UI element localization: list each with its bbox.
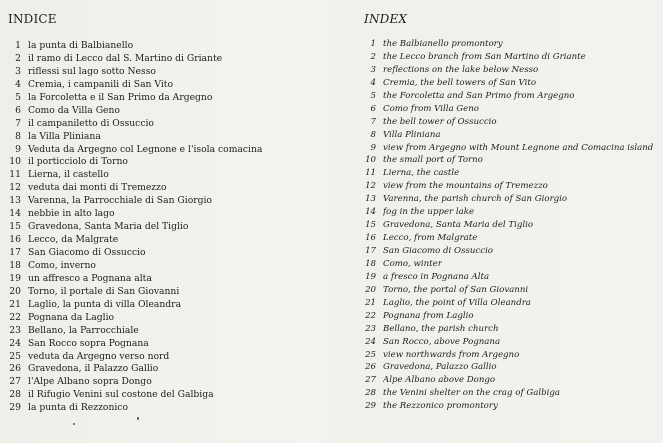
entry-number: 13	[9, 195, 21, 207]
english-index-entry	[364, 167, 660, 180]
italian-index-entry	[8, 40, 338, 53]
entry-number: 29	[365, 401, 376, 412]
entry-number: 4	[15, 78, 21, 90]
italian-index-entry	[8, 182, 338, 195]
entry-number: 8	[370, 129, 376, 140]
entry-title: Cremia, i campanili di San Vito	[28, 78, 174, 90]
entry-title: San Giacomo di Ossuccio	[28, 247, 146, 258]
italian-index-entry	[8, 156, 338, 169]
italian-index-entry	[8, 208, 338, 221]
english-index-entry	[364, 129, 660, 142]
entry-title: Como from Villa Geno	[383, 103, 479, 114]
entry-number: 11	[9, 169, 21, 181]
entry-number: 1	[15, 40, 21, 51]
entry-title: view from Argegno with Mount Legnone and Comacina island	[383, 142, 654, 153]
english-index-entry	[364, 271, 660, 284]
italian-index-entry	[8, 363, 338, 376]
entry-number: 12	[365, 181, 376, 192]
entry-title: l'Alpe Albano sopra Dongo	[28, 376, 152, 388]
english-index-entry	[364, 245, 660, 258]
entry-title: Gravedona, Palazzo Gallio	[383, 362, 497, 373]
italian-index-entry	[8, 53, 338, 66]
italian-index-entry	[8, 66, 338, 79]
english-index-entry	[364, 116, 660, 129]
entry-title: Torno, the portal of San Giovanni	[383, 284, 529, 295]
entry-number: 17	[9, 247, 21, 258]
italian-index-entry	[8, 312, 338, 325]
italian-index-entry	[8, 325, 338, 338]
italian-index-entry	[8, 92, 338, 105]
italian-index-entry	[8, 79, 338, 92]
italian-index-entry	[8, 234, 338, 247]
entry-number: 13	[365, 194, 376, 205]
italian-index-entry	[8, 144, 338, 157]
entry-title: San Rocco, above Pognana	[383, 336, 501, 347]
entry-title: Varenna, the parish church of San Giorgio	[383, 194, 568, 205]
entry-title: Bellano, la Parrocchiale	[28, 324, 139, 336]
entry-number: 1	[370, 39, 376, 49]
entry-title: reflections on the lake below Nesso	[383, 64, 539, 75]
entry-title: Lierna, il castello	[28, 169, 109, 181]
entry-title: il campaniletto di Ossuccio	[28, 117, 154, 129]
entry-title: the Venini shelter on the crag of Galbiga	[383, 388, 560, 399]
entry-number: 5	[15, 91, 21, 103]
english-index-entry	[364, 38, 660, 51]
entry-number: 5	[370, 90, 376, 101]
entry-number: 9	[370, 142, 376, 153]
entry-title: Laglio, the point of Villa Oleandra	[383, 297, 531, 308]
entry-number: 23	[365, 323, 376, 334]
english-index-list	[364, 38, 660, 413]
entry-title: Villa Pliniana	[383, 129, 441, 140]
english-index-entry	[364, 361, 660, 374]
entry-number: 25	[9, 350, 21, 362]
entry-title: la Forcoletta e il San Primo da Argegno	[28, 91, 213, 103]
english-index-entry	[364, 284, 660, 297]
entry-number: 20	[365, 284, 376, 295]
entry-number: 7	[15, 117, 21, 129]
entry-title: Bellano, the parish church	[383, 323, 499, 334]
entry-number: 16	[9, 234, 21, 246]
entry-number: 14	[9, 208, 21, 220]
entry-number: 2	[15, 52, 21, 64]
entry-title: Gravedona, Santa Maria del Tiglio	[28, 221, 189, 233]
entry-title: Veduta da Argegno col Legnone e l'isola comacina	[28, 143, 263, 155]
entry-number: 4	[370, 77, 376, 88]
entry-title: Como, inverno	[28, 259, 96, 271]
entry-title: the bell tower of Ossuccio	[383, 116, 497, 127]
entry-title: veduta dai monti di Tremezzo	[28, 182, 167, 194]
english-index-entry	[364, 232, 660, 245]
english-index-entry	[364, 297, 660, 310]
italian-index-list	[8, 40, 338, 415]
entry-title: San Giacomo di Ossuccio	[383, 246, 493, 256]
italian-index-entry	[8, 273, 338, 286]
english-index-column	[364, 12, 660, 413]
italian-index-entry	[8, 260, 338, 273]
entry-number: 28	[365, 388, 376, 399]
english-index-entry	[364, 258, 660, 271]
english-index-entry	[364, 103, 660, 116]
entry-number: 7	[370, 116, 376, 127]
italian-index-entry	[8, 247, 338, 260]
entry-title: view northwards from Argegno	[383, 349, 520, 360]
entry-number: 24	[365, 336, 376, 347]
english-index-entry	[364, 64, 660, 77]
english-index-entry	[364, 90, 660, 103]
entry-number: 25	[365, 349, 376, 360]
entry-number: 9	[15, 143, 21, 155]
entry-number: 10	[9, 156, 21, 168]
english-index-entry	[364, 51, 660, 64]
entry-title: un affresco a Pognana alta	[28, 272, 152, 284]
italian-index-entry	[8, 221, 338, 234]
english-index-entry	[364, 387, 660, 400]
entry-number: 21	[9, 298, 21, 310]
entry-number: 27	[365, 375, 376, 386]
entry-number: 12	[9, 182, 21, 194]
english-index-entry	[364, 206, 660, 219]
entry-number: 22	[365, 310, 376, 321]
english-index-entry	[364, 180, 660, 193]
entry-title: view from the mountains of Tremezzo	[383, 181, 548, 192]
english-index-entry	[364, 142, 660, 155]
entry-title: Pognana da Laglio	[28, 311, 115, 323]
entry-number: 20	[9, 285, 21, 297]
italian-index-entry	[8, 195, 338, 208]
entry-title: the Lecco branch from San Martino di Griante	[383, 51, 586, 62]
english-index-entry	[364, 323, 660, 336]
entry-title: Alpe Albano above Dongo	[383, 375, 496, 386]
english-index-entry	[364, 219, 660, 232]
entry-number: 29	[9, 402, 21, 414]
entry-title: la punta di Balbianello	[28, 40, 134, 51]
entry-title: Torno, il portale di San Giovanni	[28, 285, 180, 297]
entry-title: the Forcoletta and San Primo from Argegno	[383, 90, 575, 101]
entry-number: 2	[370, 51, 376, 62]
entry-title: il ramo di Lecco dal S. Martino di Griante	[28, 52, 223, 64]
english-index-entry	[364, 400, 660, 413]
entry-title: riflessi sul lago sotto Nesso	[28, 65, 156, 77]
entry-number: 28	[9, 389, 21, 401]
entry-number: 10	[365, 155, 376, 166]
entry-title: Pognana from Laglio	[383, 310, 474, 321]
english-index-entry	[364, 77, 660, 90]
entry-title: the small port of Torno	[383, 155, 483, 166]
entry-number: 18	[9, 259, 21, 271]
entry-title: la Villa Pliniana	[28, 130, 101, 142]
entry-number: 11	[365, 168, 376, 179]
entry-title: Varenna, la Parrocchiale di San Giorgio	[28, 195, 212, 207]
entry-number: 18	[365, 258, 376, 269]
english-index-entry	[364, 336, 660, 349]
entry-title: a fresco in Pognana Alta	[383, 271, 490, 282]
english-index-entry	[364, 154, 660, 167]
entry-number: 24	[9, 337, 21, 349]
entry-number: 8	[15, 130, 21, 142]
italian-index-entry	[8, 105, 338, 118]
entry-title: Laglio, la punta di villa Oleandra	[28, 298, 182, 310]
entry-number: 19	[365, 271, 376, 282]
entry-title: Gravedona, Santa Maria del Tiglio	[383, 220, 534, 231]
entry-number: 16	[365, 233, 376, 244]
italian-index-entry	[8, 118, 338, 131]
italian-index-entry	[8, 286, 338, 299]
entry-title: Cremia, the bell towers of San Vito	[383, 77, 536, 88]
entry-title: Lecco, from Malgrate	[383, 233, 478, 244]
paper-speck	[73, 423, 75, 425]
entry-number: 19	[9, 272, 21, 284]
entry-title: Como, winter	[383, 258, 442, 269]
italian-index-entry	[8, 338, 338, 351]
entry-title: the Balbianello promontory	[383, 39, 503, 49]
entry-title: il porticciolo di Torno	[28, 156, 128, 168]
entry-title: Lecco, da Malgrate	[28, 234, 119, 246]
entry-number: 26	[365, 362, 376, 373]
italian-index-entry	[8, 376, 338, 389]
entry-title: Como da Villa Geno	[28, 104, 120, 116]
english-index-heading: INDEX	[364, 12, 408, 26]
italian-index-heading: INDICE	[8, 12, 57, 26]
entry-title: nebbie in alto lago	[28, 208, 115, 220]
english-index-entry	[364, 349, 660, 362]
italian-index-column	[8, 12, 338, 415]
entry-number: 23	[9, 324, 21, 336]
entry-number: 3	[370, 64, 376, 75]
english-index-entry	[364, 310, 660, 323]
entry-title: veduta da Argegno verso nord	[28, 350, 170, 362]
italian-index-entry	[8, 351, 338, 364]
english-index-entry	[364, 374, 660, 387]
entry-number: 15	[9, 221, 21, 233]
entry-number: 15	[365, 220, 376, 231]
italian-index-entry	[8, 389, 338, 402]
italian-index-entry	[8, 402, 338, 415]
entry-number: 14	[365, 207, 376, 218]
entry-title: Lierna, the castle	[383, 168, 460, 179]
entry-number: 6	[370, 103, 376, 114]
entry-title: fog in the upper lake	[383, 207, 475, 218]
italian-index-entry	[8, 131, 338, 144]
entry-title: the Rezzonico promontory	[383, 401, 498, 412]
entry-number: 3	[15, 65, 21, 77]
entry-number: 17	[365, 246, 376, 256]
entry-number: 26	[9, 363, 21, 375]
entry-title: la punta di Rezzonico	[28, 402, 128, 414]
italian-index-entry	[8, 169, 338, 182]
english-index-entry	[364, 193, 660, 206]
entry-title: il Rifugio Venini sul costone del Galbiga	[28, 389, 214, 401]
entry-title: Gravedona, il Palazzo Gallio	[28, 363, 159, 375]
entry-title: San Rocco sopra Pognana	[28, 337, 149, 349]
paper-speck	[137, 417, 139, 420]
entry-number: 27	[9, 376, 21, 388]
italian-index-entry	[8, 299, 338, 312]
entry-number: 22	[9, 311, 21, 323]
entry-number: 6	[15, 104, 21, 116]
entry-number: 21	[365, 297, 376, 308]
